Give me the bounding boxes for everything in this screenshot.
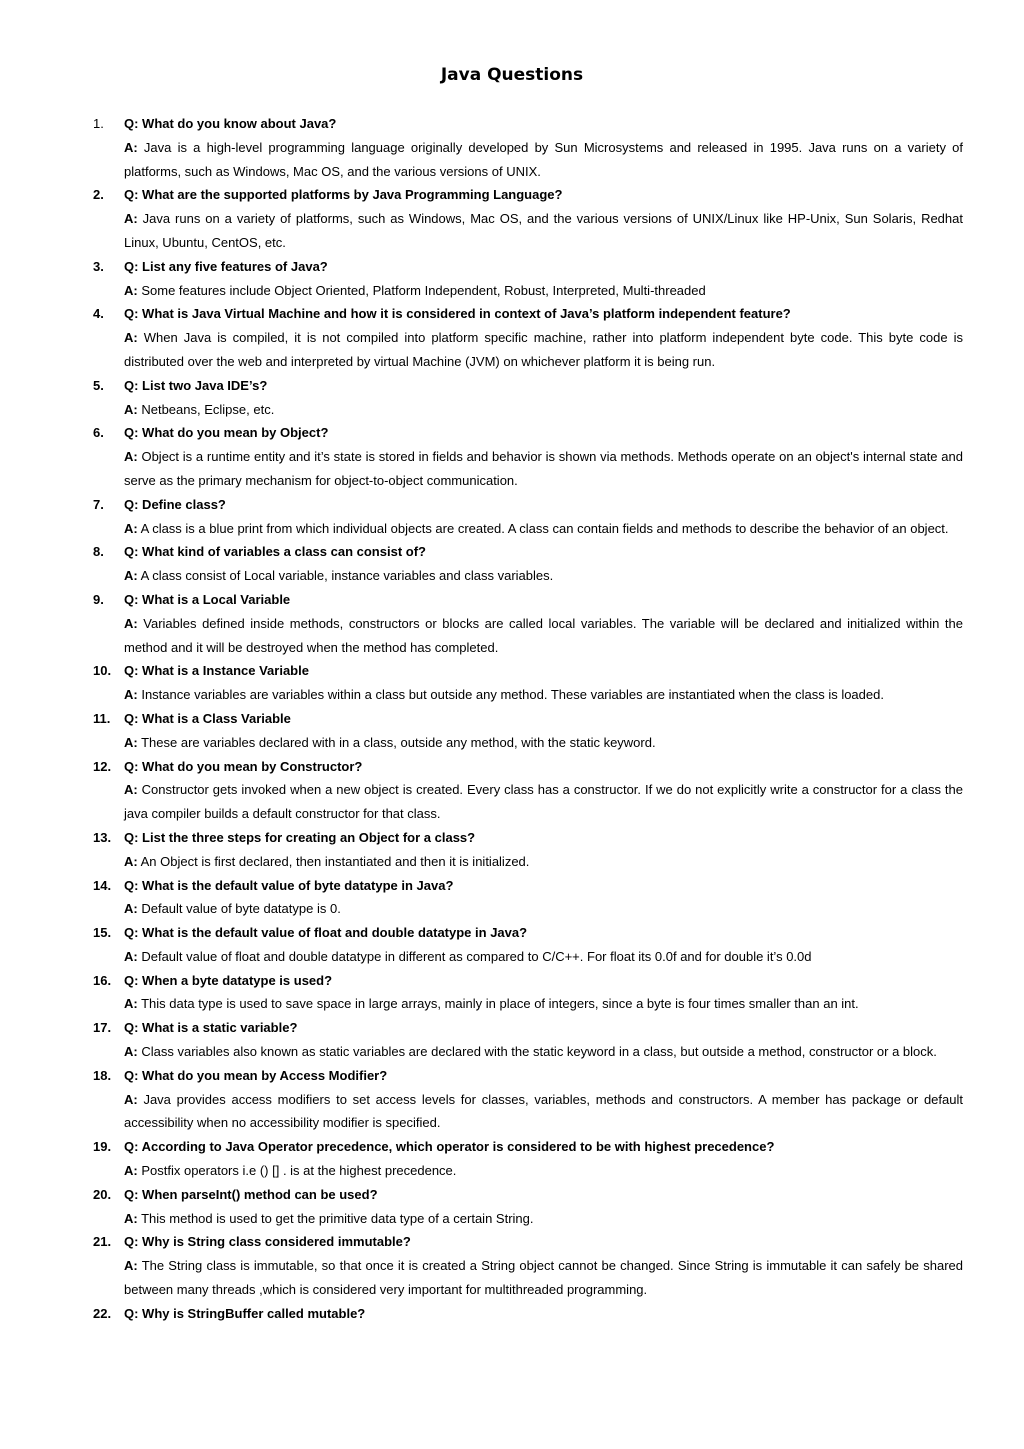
answer-text: Default value of float and double datatype in different as compared to C/C++. For float its 0.0f and for double it’s 0.0d xyxy=(141,948,812,964)
answer-block xyxy=(124,778,963,826)
answer-label: A: xyxy=(124,687,138,703)
answer-block xyxy=(124,992,963,1016)
answer-label: A: xyxy=(124,1163,138,1179)
answer-label: A: xyxy=(124,1210,138,1226)
answer-block xyxy=(124,1159,963,1183)
question-text: Q: What kind of variables a class can consist of? xyxy=(124,544,426,560)
answer-text: Class variables also known as static variables are declared with the static keyword in a class, but outside a method, constructor or a block. xyxy=(141,1044,937,1060)
answer-text: Netbeans, Eclipse, etc. xyxy=(141,401,275,417)
question-item xyxy=(0,255,1024,303)
answer-label: A: xyxy=(124,853,138,869)
answer-label: A: xyxy=(124,615,138,631)
answer-text: This data type is used to save space in large arrays, mainly in place of integers, since a byte is four times smaller than an int. xyxy=(141,996,859,1012)
question-item xyxy=(0,659,1024,707)
answer-block xyxy=(124,1040,963,1064)
answer-text: When Java is compiled, it is not compiled into platform specific machine, rather into platform independent byte code. This byte code is distributed over the web and interpreted by virtual Machine (JVM) on whichever platform it is being run. xyxy=(124,330,963,369)
answer-label: A: xyxy=(124,996,138,1012)
question-item xyxy=(0,826,1024,874)
question-item xyxy=(0,1302,1024,1326)
question-number: 3. xyxy=(93,258,104,274)
answer-text: A class is a blue print from which individual objects are created. A class can contain fields and methods to describe the behavior of an object. xyxy=(140,520,949,536)
answer-block xyxy=(124,445,963,493)
question-item xyxy=(0,493,1024,541)
answer-text: Java is a high-level programming language originally developed by Sun Microsystems and released in 1995. Java runs on a variety of platforms, such as Windows, Mac OS, and the various versions of UNIX. xyxy=(124,139,963,179)
question-number: 2. xyxy=(93,187,104,203)
answer-text: The String class is immutable, so that once it is created a String object cannot be changed. Since String is immutable it can safely be shared between many threads ,which is considered very important for multithreaded programming. xyxy=(124,1258,963,1298)
question-number: 12. xyxy=(93,758,112,774)
question-number: 21. xyxy=(93,1234,112,1250)
question-item xyxy=(0,1064,1024,1135)
question-text: Q: Why is String class considered immutable? xyxy=(124,1234,411,1250)
answer-text: These are variables declared with in a class, outside any method, with the static keyword. xyxy=(141,734,656,750)
question-number: 17. xyxy=(93,1020,112,1036)
answer-label: A: xyxy=(124,139,138,155)
question-item xyxy=(0,302,1024,373)
answer-block xyxy=(124,279,963,303)
question-item xyxy=(0,1135,1024,1183)
question-item xyxy=(0,1183,1024,1231)
question-text: Q: What do you mean by Object? xyxy=(124,425,329,441)
answer-label: A: xyxy=(124,282,138,298)
answer-block xyxy=(124,612,963,660)
question-item xyxy=(0,874,1024,922)
answer-label: A: xyxy=(124,782,138,798)
question-text: Q: List the three steps for creating an Object for a class? xyxy=(124,829,476,845)
question-text: Q: What is the default value of byte datatype in Java? xyxy=(124,877,454,893)
question-item xyxy=(0,588,1024,659)
question-text: Q: What do you mean by Constructor? xyxy=(124,758,363,774)
question-item xyxy=(0,421,1024,492)
question-text: Q: What is the default value of float and double datatype in Java? xyxy=(124,925,528,941)
answer-text: Java provides access modifiers to set access levels for classes, variables, methods and constructors. A member has package or default accessibility when no accessibility modifier is specified. xyxy=(124,1091,963,1131)
answer-text: Constructor gets invoked when a new object is created. Every class has a constructor. If we do not explicitly write a constructor for a class the java compiler builds a default constructor for that class. xyxy=(124,782,963,822)
answer-label: A: xyxy=(124,1091,138,1107)
answer-label: A: xyxy=(124,211,138,227)
answer-block xyxy=(124,1254,963,1302)
question-text: Q: What is a Instance Variable xyxy=(124,663,309,679)
answer-text: Instance variables are variables within a class but outside any method. These variables are instantiated when the class is loaded. xyxy=(141,687,884,703)
answer-block xyxy=(124,207,963,255)
answer-text: Object is a runtime entity and it’s state is stored in fields and behavior is shown via methods. Methods operate on an object's internal state and serve as the primary mechanism for object-to-object communication. xyxy=(124,449,963,488)
answer-label: A: xyxy=(124,948,138,964)
question-item xyxy=(0,921,1024,969)
question-item xyxy=(0,755,1024,826)
question-text: Q: According to Java Operator precedence, which operator is considered to be with highest precedence? xyxy=(124,1139,775,1155)
answer-label: A: xyxy=(124,449,138,465)
answer-label: A: xyxy=(124,568,138,584)
answer-block xyxy=(124,945,963,969)
question-text: Q: What are the supported platforms by Java Programming Language? xyxy=(124,187,563,203)
answer-text: Java runs on a variety of platforms, such as Windows, Mac OS, and the various versions of UNIX/Linux like HP-Unix, Sun Solaris, Redhat Linux, Ubuntu, CentOS, etc. xyxy=(124,211,963,250)
question-text: Q: Define class? xyxy=(124,496,226,512)
answer-label: A: xyxy=(124,1258,138,1274)
answer-label: A: xyxy=(124,401,138,417)
question-item xyxy=(0,374,1024,422)
answer-block xyxy=(124,850,963,874)
question-number: 10. xyxy=(93,663,112,679)
question-item xyxy=(0,183,1024,254)
question-number: 11. xyxy=(93,710,111,726)
question-number: 4. xyxy=(93,306,104,322)
question-text: Q: What is a Class Variable xyxy=(124,710,291,726)
question-number: 6. xyxy=(93,425,104,441)
question-item xyxy=(0,707,1024,755)
question-text: Q: List any five features of Java? xyxy=(124,258,328,274)
question-text: Q: What is Java Virtual Machine and how it is considered in context of Java’s platform independent feature? xyxy=(124,306,791,322)
answer-block xyxy=(124,897,963,921)
question-number: 1. xyxy=(93,116,104,131)
answer-label: A: xyxy=(124,734,138,750)
answer-text: Variables defined inside methods, constructors or blocks are called local variables. The variable will be declared and initialized within the method and it will be destroyed when the method has completed. xyxy=(124,615,963,655)
question-text: Q: Why is StringBuffer called mutable? xyxy=(124,1305,366,1321)
question-item xyxy=(0,540,1024,588)
answer-label: A: xyxy=(124,520,138,536)
question-number: 5. xyxy=(93,377,104,393)
question-number: 15. xyxy=(93,925,112,941)
question-number: 8. xyxy=(93,544,104,560)
answer-text: Some features include Object Oriented, Platform Independent, Robust, Interpreted, Multi-threaded xyxy=(141,282,706,298)
answer-block xyxy=(124,683,963,707)
answer-block xyxy=(124,1207,963,1231)
answer-label: A: xyxy=(124,1044,138,1060)
answer-block xyxy=(124,517,963,541)
answer-label: A: xyxy=(124,330,138,346)
answer-text: Postfix operators i.e () [] . is at the highest precedence. xyxy=(141,1163,457,1179)
question-text: Q: What do you mean by Access Modifier? xyxy=(124,1067,388,1083)
question-text: Q: When parseInt() method can be used? xyxy=(124,1186,378,1202)
document-title: Java Questions xyxy=(440,65,584,85)
answer-block xyxy=(124,731,963,755)
question-number: 20. xyxy=(93,1186,112,1202)
question-number: 18. xyxy=(93,1067,112,1083)
question-number: 14. xyxy=(93,877,112,893)
answer-block xyxy=(124,564,963,588)
question-list xyxy=(0,112,1024,1326)
question-number: 16. xyxy=(93,972,112,988)
question-number: 9. xyxy=(93,591,104,607)
question-item xyxy=(0,112,1024,183)
question-text: Q: What do you know about Java? xyxy=(124,116,337,131)
answer-block xyxy=(124,136,963,184)
question-text: Q: When a byte datatype is used? xyxy=(124,972,333,988)
answer-text: This method is used to get the primitive data type of a certain String. xyxy=(141,1210,534,1226)
question-number: 13. xyxy=(93,829,112,845)
question-text: Q: What is a static variable? xyxy=(124,1020,298,1036)
question-item xyxy=(0,969,1024,1017)
answer-text: Default value of byte datatype is 0. xyxy=(141,901,341,917)
question-item xyxy=(0,1230,1024,1301)
question-text: Q: List two Java IDE’s? xyxy=(124,377,268,393)
answer-block xyxy=(124,398,963,422)
answer-label: A: xyxy=(124,901,138,917)
question-number: 7. xyxy=(93,496,104,512)
answer-block xyxy=(124,326,963,374)
answer-text: A class consist of Local variable, instance variables and class variables. xyxy=(140,568,554,584)
question-number: 22. xyxy=(93,1305,112,1321)
answer-block xyxy=(124,1088,963,1136)
question-number: 19. xyxy=(93,1139,112,1155)
answer-text: An Object is first declared, then instantiated and then it is initialized. xyxy=(140,853,530,869)
question-item xyxy=(0,1016,1024,1064)
question-text: Q: What is a Local Variable xyxy=(124,591,291,607)
